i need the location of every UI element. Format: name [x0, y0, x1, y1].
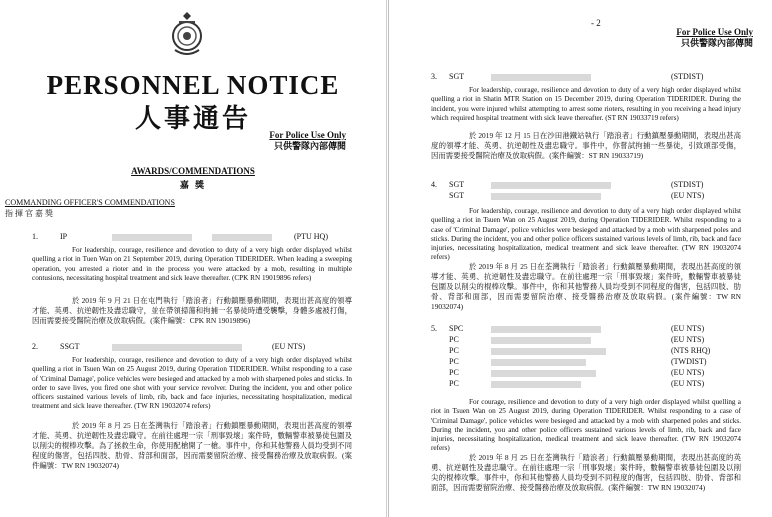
item-1-text-zh: 於 2019 年 9 月 21 日在屯門執行「踏浪者」行動鎮壓暴動期間，表現出甚高度的領導才能、英勇、抗逆韌性及盡忠職守，並在帶領掃蕩和拘捕一名暴徒時遭受襲擊，身體多處被打傷，因而需要接受醫院治療及放取病假。(案件編號：CPK RN 19019896)	[32, 296, 352, 325]
item-4-text-zh: 於 2019 年 8 月 25 日在荃灣執行「踏浪者」行動鎮壓暴動期間，表現出甚高度的領導才能、英勇、抗逆韌性及盡忠職守。在前往處理一宗「刑事毀壞」案件時，數輛警車被暴徒包圍及以削尖的棍棒攻擊。事件中，你和其他警務人員均受到不同程度的傷害，包括四肢、肋骨、背部和面部，因而需要留院治療、接受醫務治療及放取病假。(案件編號：TW RN 19032074)	[431, 262, 741, 311]
item-3-text-zh: 於 2019 年 12 月 15 日在沙田港鐵站執行「踏浪者」行動鎮壓暴動期間，表現出甚高度的領導才能、英勇、抗逆韌性及盡忠職守。事件中，你嘗試拘捕一些暴徒，引致頭部受傷，因而需要接受醫院治療及放取病假。(案件編號：ST RN 19033719)	[431, 131, 741, 160]
redacted-name	[491, 370, 596, 377]
officer-unit: (NTS RHQ)	[671, 346, 711, 355]
redacted-name	[491, 326, 601, 333]
officer-unit: (TWDIST)	[671, 357, 707, 366]
item-2-text-en: For leadership, courage, resilience and devotion to duty of a very high order displayed whilst quelling a riot in Tsuen Wan on 25 August 2019, during Operation TIDERIDER. Whilst responding to a case of 'Criminal Damage', police vehicles were besieged and attacked by a mob with sharpened poles and sticks. In order to save lives, you fired one shot with your service revolver. During the incident, you and other police officers sustained various levels of limb, rib, back and face injuries, necessitating hospitalization, medical treatment and sick leave thereafter. (TW RN 19032074 refers)	[32, 356, 352, 411]
item-number: 4.	[431, 180, 437, 189]
notice-title-zh: 人事通告	[134, 104, 251, 133]
item-3-text-en: For leadership, courage, resilience and devotion to duty of a very high order displayed whilst quelling a riot in Shatin MTR Station on 15 December 2019, during Operation TIDERIDER. During the incident, you were injured whilst attempting to arrest some rioters, resulting in you receiving a head injury which required hospital treatment with sick leave thereafter. (ST RN 19033719 refers)	[431, 86, 741, 122]
item-1-text-en: For leadership, courage, resilience and devotion to duty of a very high order displayed whilst quelling a riot in Tuen Wan on 21 September 2019, during Operation TIDERIDER. When leading a sweeping operation, you arrested a rioter and in the process you were attacked by a mob, resulting in multiple contusions, necessitating hospital treatment and sick leave thereafter. (CPK RN 19019896 refers)	[32, 246, 352, 282]
police-crest-emblem	[169, 10, 205, 60]
restriction-label	[269, 130, 346, 152]
restriction-en: For Police Use Only	[676, 27, 753, 37]
item-2-text-zh: 於 2019 年 8 月 25 日在荃灣執行「踏浪者」行動鎮壓暴動期間，表現出甚高度的領導才能、英勇、抗逆韌性及盡忠職守。在前往處理一宗「刑事毀壞」案件時，數輛警車被暴徒包圍及以削尖的棍棒攻擊。為了拯救生命，你使用配槍開了一槍。事件中，你和其他警務人員均受到不同程度的傷害，包括四肢、肋骨、背部和面部，因而需要留院治療、接受醫務治療及放取病假。(案件編號：TW RN 19032074)	[32, 421, 352, 470]
item-number: 3.	[431, 72, 437, 81]
notice-title-en: PERSONNEL NOTICE	[46, 70, 340, 100]
officer-rank: PC	[449, 335, 459, 344]
section-heading-zh: 嘉 獎	[179, 180, 207, 190]
officer-unit: (STDIST)	[671, 72, 704, 81]
officer-rank: SGT	[449, 72, 465, 81]
officer-rank: PC	[449, 346, 459, 355]
restriction-en: For Police Use Only	[269, 130, 346, 140]
redacted-name	[491, 381, 581, 388]
officer-unit: (EU NTS)	[671, 324, 705, 333]
officer-rank: SPC	[449, 324, 464, 333]
item-5-text-zh: 於 2019 年 8 月 25 日在荃灣執行「踏浪者」行動鎮壓暴動期間，表現出甚高度的英勇、抗逆韌性及盡忠職守。在前往處理一宗「刑事毀壞」案件時，數輛警車被暴徒包圍及以削尖的棍棒攻擊。事件中，你和其他警務人員均受到不同程度的傷害，包括四肢、肋骨、背部和面部，因而需要留院治療、接受醫務治療及放取病假。(案件編號：TW RN 19032074)	[431, 453, 741, 492]
officer-unit: (EU NTS)	[272, 342, 306, 351]
officer-unit: (EU NTS)	[671, 335, 705, 344]
page-two	[388, 0, 772, 517]
redacted-name	[491, 193, 601, 200]
redacted-name	[212, 234, 272, 241]
officer-unit: (EU NTS)	[671, 368, 705, 377]
subheading-zh: 指 揮 官 嘉 獎	[5, 209, 53, 218]
item-number: 2.	[32, 342, 38, 351]
restriction-zh: 只供警隊內部傳閱	[680, 38, 753, 48]
restriction-label	[676, 27, 753, 49]
officer-unit: (EU NTS)	[671, 379, 705, 388]
item-number: 1.	[32, 232, 38, 241]
redacted-name	[112, 234, 192, 241]
officer-rank: SSGT	[60, 342, 80, 351]
officer-rank: SGT	[449, 191, 465, 200]
redacted-name	[491, 348, 606, 355]
page-number: - 2	[591, 18, 601, 28]
item-number: 5.	[431, 324, 437, 333]
officer-rank: PC	[449, 368, 459, 377]
officer-unit: (STDIST)	[671, 180, 704, 189]
officer-unit: (PTU HQ)	[294, 232, 328, 241]
officer-rank: PC	[449, 379, 459, 388]
redacted-name	[491, 359, 586, 366]
item-5-text-en: For courage, resilience and devotion to duty of a very high order displayed whilst quelling a riot in Tsuen Wan on 25 August 2019, during Operation TIDERIDER. Whilst responding to a case of 'Criminal Damage', police vehicles were besieged and attacked by a mob with sharpened poles and sticks. During the incident, you and other police officers sustained various levels of limb, rib, back and face injuries, necessitating hospitalization, medical treatment and sick leave thereafter. (TW RN 19032074 refers)	[431, 398, 741, 453]
redacted-name	[491, 182, 611, 189]
restriction-zh: 只供警隊內部傳閱	[273, 141, 346, 151]
subheading-en: COMMANDING OFFICER'S COMMENDATIONS	[5, 198, 175, 207]
section-heading-en: AWARDS/COMMENDATIONS	[131, 166, 255, 176]
officer-rank: SGT	[449, 180, 465, 189]
redacted-name	[491, 337, 591, 344]
officer-rank: PC	[449, 357, 459, 366]
officer-unit: (EU NTS)	[671, 191, 705, 200]
officer-rank: IP	[60, 232, 68, 241]
redacted-name	[112, 344, 242, 351]
redacted-name	[491, 74, 591, 81]
item-4-text-en: For leadership, courage, resilience and devotion to duty of a very high order displayed whilst quelling a riot in Tsuen Wan on 25 August 2019, during Operation TIDERIDER. Whilst responding to a case of 'Criminal Damage', police vehicles were besieged and attacked by a mob with sharpened poles and sticks. During the incident, you and other police officers sustained various levels of limb, rib, back and face injuries, necessitating hospitalization, medical treatment and sick leave thereafter. (TW RN 19032074 refers)	[431, 207, 741, 262]
